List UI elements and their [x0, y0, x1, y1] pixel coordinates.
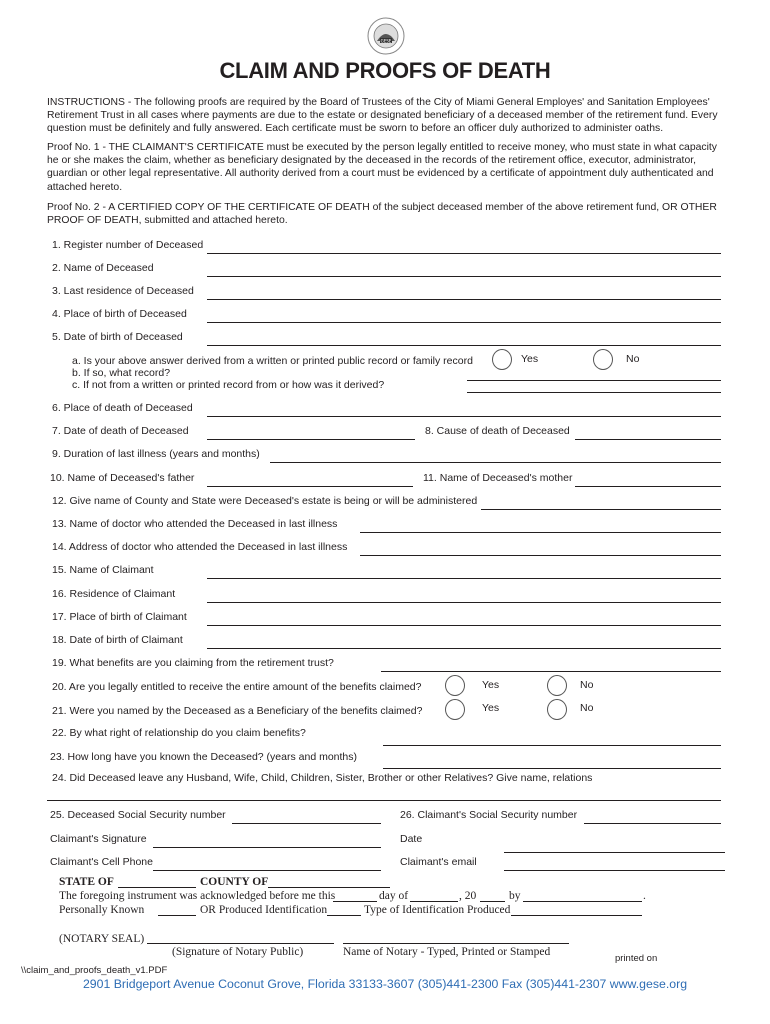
notary-type-id-field[interactable]	[511, 915, 642, 916]
instructions-proof-2: Proof No. 2 - A CERTIFIED COPY OF THE CERTIFICATE OF DEATH of the subject deceased member of the above retirement fund, OR OTHER PROOF OF DEATH, submitted and attached hereto.	[47, 202, 717, 227]
q11-field[interactable]	[575, 486, 721, 487]
notary-signature-field[interactable]	[147, 943, 334, 944]
q12-label: 12. Give name of County and State were Deceased's estate is being or will be administered	[52, 495, 478, 507]
q20-no-label: No	[580, 679, 594, 691]
q14-label: 14. Address of doctor who attended the Deceased in last illness	[52, 541, 348, 553]
q5-label: 5. Date of birth of Deceased	[52, 331, 183, 343]
notary-personally-label: Personally Known	[59, 904, 145, 916]
q24-field[interactable]	[47, 800, 721, 801]
q14-field[interactable]	[360, 555, 721, 556]
q7-label: 7. Date of death of Deceased	[52, 425, 189, 437]
q21-no-label: No	[580, 702, 594, 714]
q4-field[interactable]	[207, 322, 721, 323]
notary-day-of-label: day of	[379, 890, 409, 902]
q22-field[interactable]	[383, 745, 721, 746]
q16-label: 16. Residence of Claimant	[52, 588, 176, 600]
notary-state-field[interactable]	[118, 887, 196, 888]
q26-label: 26. Claimant's Social Security number	[400, 809, 578, 821]
notary-by-field[interactable]	[523, 901, 642, 902]
q7-field[interactable]	[207, 439, 415, 440]
q1-label: 1. Register number of Deceased	[52, 239, 204, 251]
q2-label: 2. Name of Deceased	[52, 262, 154, 274]
q3-field[interactable]	[207, 299, 721, 300]
q13-label: 13. Name of doctor who attended the Deceased in last illness	[52, 518, 338, 530]
q5a-label: a. Is your above answer derived from a written or printed public record or family record	[72, 355, 473, 367]
q18-label: 18. Date of birth of Claimant	[52, 634, 183, 646]
signature-label: Claimant's Signature	[50, 833, 147, 845]
page-title: CLAIM AND PROOFS OF DEATH	[219, 58, 551, 83]
q21-no-radio[interactable]	[547, 699, 567, 720]
notary-signature-caption: (Signature of Notary Public)	[172, 946, 304, 958]
q15-label: 15. Name of Claimant	[52, 564, 154, 576]
q10-label: 10. Name of Deceased's father	[50, 472, 195, 484]
notary-year-field[interactable]	[480, 901, 505, 902]
q25-field[interactable]	[232, 823, 381, 824]
q16-field[interactable]	[207, 602, 721, 603]
email-field[interactable]	[504, 870, 725, 871]
notary-personally-field[interactable]	[158, 915, 196, 916]
q3-label: 3. Last residence of Deceased	[52, 285, 194, 297]
q19-field[interactable]	[381, 671, 721, 672]
notary-state-label: STATE OF	[59, 876, 114, 888]
q9-field[interactable]	[270, 462, 721, 463]
q26-field[interactable]	[584, 823, 721, 824]
footer-address: 2901 Bridgeport Avenue Coconut Grove, Florida 33133-3607 (305)441-2300 Fax (305)441-2307 www.gese.org	[82, 977, 688, 991]
notary-year-label: , 20	[459, 890, 477, 902]
q9-label: 9. Duration of last illness (years and months)	[52, 448, 260, 460]
q20-yes-label: Yes	[482, 679, 500, 691]
notary-seal-label: (NOTARY SEAL)	[59, 933, 145, 945]
file-path: \\claim_and_proofs_death_v1.PDF	[21, 965, 168, 976]
notary-by-label: by	[509, 890, 521, 902]
q2-field[interactable]	[207, 276, 721, 277]
q20-label: 20. Are you legally entitled to receive the entire amount of the benefits claimed?	[52, 681, 422, 693]
notary-county-field[interactable]	[268, 887, 390, 888]
printed-on-label: printed on	[615, 953, 658, 964]
q22-label: 22. By what right of relationship do you claim benefits?	[52, 727, 306, 739]
notary-name-field[interactable]	[343, 943, 569, 944]
q8-field[interactable]	[575, 439, 721, 440]
instructions-proof-1: Proof No. 1 - THE CLAIMANT'S CERTIFICATE must be executed by the person legally entitled to receive money, who must state in what capacity he or she makes the claim, whether as beneficiary designated by the deceased in the records of the retirement office, executor, administrator, guardian or other legal representative. All authority derived from a court must be evidenced by a certificate of appointment duly authenticated and attached hereto.	[47, 142, 717, 193]
date-label: Date	[400, 833, 423, 845]
q4-label: 4. Place of birth of Deceased	[52, 308, 187, 320]
instructions-intro: INSTRUCTIONS - The following proofs are required by the Board of Trustees of the City of Miami General Employes' and Sanitation Employees' Retirement Trust in all cases where payments are due to the estate or designated beneficiary of a deceased member of the retirement fund. Every question must be definitely and fully answered. Each certificate must be sworn to before an officer duly authorized to administer oaths.	[47, 97, 718, 135]
q21-yes-label: Yes	[482, 702, 500, 714]
notary-produced-field[interactable]	[327, 915, 361, 916]
email-label: Claimant's email	[400, 856, 477, 868]
notary-day-field[interactable]	[333, 901, 377, 902]
q5c-label: c. If not from a written or printed record from or how was it derived?	[72, 379, 385, 391]
q5a-yes-radio[interactable]	[492, 349, 512, 370]
q18-field[interactable]	[207, 648, 721, 649]
q21-label: 21. Were you named by the Deceased as a Beneficiary of the benefits claimed?	[52, 705, 423, 717]
q6-label: 6. Place of death of Deceased	[52, 402, 193, 414]
cell-label: Claimant's Cell Phone	[50, 856, 153, 868]
signature-field[interactable]	[153, 847, 381, 848]
gese-logo	[367, 17, 405, 55]
cell-field[interactable]	[153, 870, 381, 871]
q5-field[interactable]	[207, 345, 721, 346]
q19-label: 19. What benefits are you claiming from the retirement trust?	[52, 657, 334, 669]
svg-text:GESE: GESE	[380, 38, 392, 44]
notary-name-caption: Name of Notary - Typed, Printed or Stamped	[343, 946, 551, 958]
notary-period: .	[643, 890, 646, 902]
notary-ack-label: The foregoing instrument was acknowledged before me this	[59, 890, 336, 902]
q21-yes-radio[interactable]	[445, 699, 465, 720]
notary-type-id-label: Type of Identification Produced	[364, 904, 511, 916]
q17-field[interactable]	[207, 625, 721, 626]
q5a-no-radio[interactable]	[593, 349, 613, 370]
q17-label: 17. Place of birth of Claimant	[52, 611, 187, 623]
q25-label: 25. Deceased Social Security number	[50, 809, 226, 821]
q5b-label: b. If so, what record?	[72, 367, 171, 379]
q1-field[interactable]	[207, 253, 721, 254]
notary-month-field[interactable]	[410, 901, 458, 902]
date-field[interactable]	[504, 852, 725, 853]
q24-label: 24. Did Deceased leave any Husband, Wife, Child, Children, Sister, Brother or other Relatives? Give name, relations	[52, 772, 593, 784]
q23-label: 23. How long have you known the Deceased? (years and months)	[50, 751, 358, 763]
q5a-no-label: No	[626, 353, 640, 365]
q5c-field[interactable]	[467, 392, 721, 393]
q5b-field[interactable]	[467, 380, 721, 381]
q10-field[interactable]	[207, 486, 413, 487]
q6-field[interactable]	[207, 416, 721, 417]
q8-label: 8. Cause of death of Deceased	[425, 425, 570, 437]
q20-yes-radio[interactable]	[445, 675, 465, 696]
q23-field[interactable]	[383, 768, 721, 769]
q13-field[interactable]	[360, 532, 721, 533]
notary-produced-label: OR Produced Identification	[200, 904, 328, 916]
q5a-yes-label: Yes	[521, 353, 539, 365]
q20-no-radio[interactable]	[547, 675, 567, 696]
q11-label: 11. Name of Deceased's mother	[423, 472, 573, 484]
q12-field[interactable]	[481, 509, 721, 510]
notary-county-label: COUNTY OF	[200, 876, 269, 888]
q15-field[interactable]	[207, 578, 721, 579]
